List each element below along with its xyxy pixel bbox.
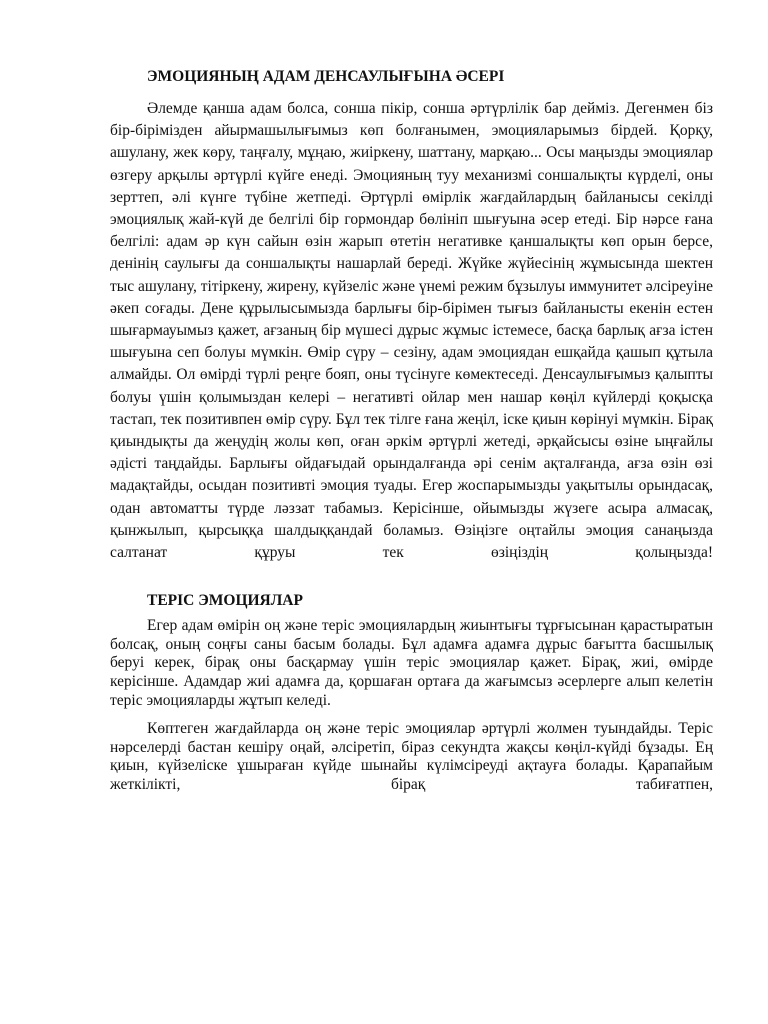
- section-heading: ТЕРІС ЭМОЦИЯЛАР: [147, 592, 303, 610]
- body-paragraph: Көптеген жағдайларда оң және теріс эмоциялар әртүрлі жолмен туындайды. Теріс нәрселерді бастан кешіру оңай, әлсіретіп, біраз секундта жақсы көңіл-күйді бұзады. Ең қиын, күйзеліске ұшыраған күйде шынайы күлімсіреуді ақтауға болады. Қарапайым жеткілікті, бірақ табиғатпен,: [110, 720, 713, 794]
- document-page: [110, 66, 713, 795]
- body-paragraph: Егер адам өмірін оң және теріс эмоциялардың жиынтығы тұрғысынан қарастыратын болсақ, оның соңғы саны басым болады. Бұл адамға адамға дұрыс бағытта басшылық беруі керек, бірақ оны басқармау үшін теріс эмоциялар қажет. Бірақ, жиі, өмірде керісінше. Адамдар жиі адамға да, қоршаған ортаға да жағымсыз әсерлерге алып келетін теріс эмоцияларды жұтып келеді.: [110, 617, 713, 709]
- document-title: ЭМОЦИЯНЫҢ АДАМ ДЕНСАУЛЫҒЫНА ӘСЕРІ: [147, 68, 505, 85]
- intro-paragraph: Әлемде қанша адам болса, сонша пікір, сонша әртүрлілік бар дейміз. Дегенмен біз бір-бірімізден айырмашылығымыз көп болғанымен, эмоцияларымыз бірдей. Қорқу, ашулану, жек көру, таңғалу, мұңаю, жиіркену, шаттану, марқаю... Осы маңызды эмоциялар өзгеру арқылы әртүрлі күйге енеді. Эмоцияның туу механизмі соншалықты күрделі, оны зерттеп, әлі күнге түбіне жетпеді. Әртүрлі өмірлік жағдайлардың байланысы секілді эмоциялық жай-күй де белгілі бір гормондар бөлініп шығуына әсер етеді. Бір нәрсе ғана белгілі: адам әр күн сайын өзін жарып өтетін негативке қаншалықты көп орын берсе, денінің саулығы да соншалықты нашарлай береді. Жүйке жүйесінің жұмысында шектен тыс ашулану, тітіркену, жирену, күйзеліс және үнемі режим бұзылуы иммунитет әлсіреуіне әкеп соғады. Дене құрылысымызда барлығы бір-бірімен тығыз байланысты екенін естен шығармауымыз қажет, ағзаның бір мүшесі дұрыс жұмыс істемесе, басқа барлық ағза істен шығуына сеп болуы мүмкін. Өмір сүру – сезіну, адам эмоциядан ешқайда қашып құтыла алмайды. Ол өмірді түрлі реңге бояп, оны түсінуге көмектеседі. Денсаулығымыз қалыпты болуы үшін қолымыздан келері – негативті ойлар мен нашар көңіл күйлерді қоқысқа тастап, тек позитивпен өмір сүру. Бұл тек тілге ғана жеңіл, іске қиын көрінуі мүмкін. Бірақ қиындықты да жеңудің жолы көп, оған әркім әртүрлі жетеді, әрқайсысы өзіне ыңғайлы әдісті таңдайды. Барлығы ойдағыдай орындалғанда әрі сенім ақталғанда, ағза өзін өзі мадақтайды, осыдан позитивті эмоция туады. Егер жоспарымызды уақытылы орындасақ, одан автоматты түрде ләззат табамыз. Керісінше, ойымызды жүзеге асыра алмасақ, қынжылып, қырсыққа шалдыққандай боламыз. Өзіңізге оңтайлы эмоция санаңызда салтанат құруы тек өзіңіздің қолыңызда!: [110, 100, 713, 562]
